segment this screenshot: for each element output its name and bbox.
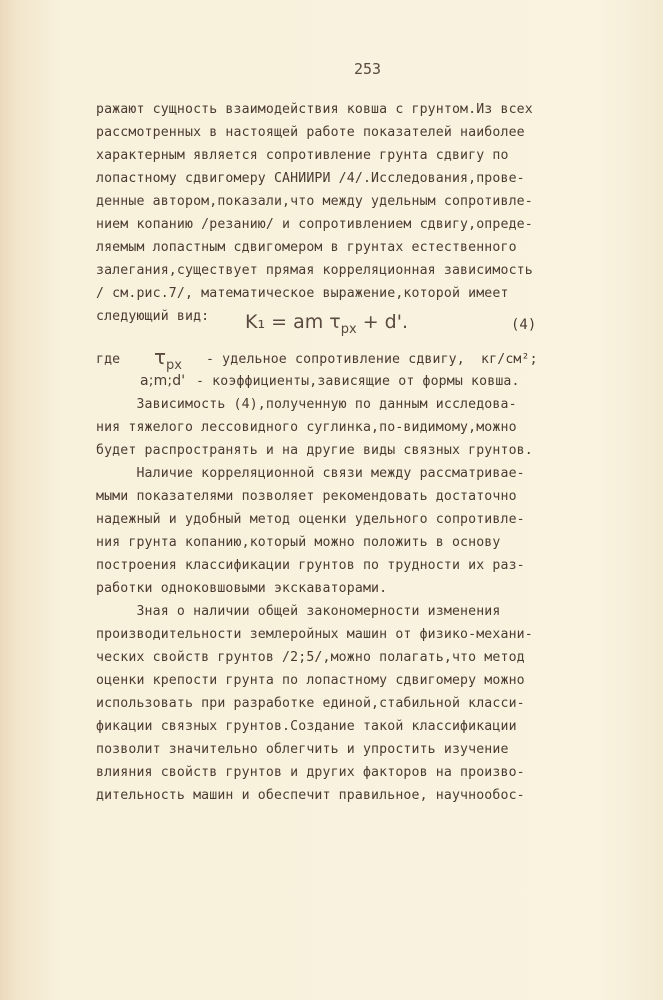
formula-right: + d'. — [356, 311, 409, 333]
formula-tau: τ — [329, 311, 341, 333]
text-line: работки одноковшовыми экскаваторами. — [96, 581, 388, 596]
text-line: залегания,существует прямая корреляционная зависимость — [96, 263, 533, 278]
text-line: производительности землеройных машин от физико-механи- — [96, 627, 533, 642]
text-line: Зависимость (4),полученную по данным исследова- — [96, 397, 517, 412]
text-line: / см.рис.7/, математическое выражение,которой имеет — [96, 286, 509, 301]
text-line: оценки крепости грунта по лопастному сдвигомеру можно — [96, 673, 525, 688]
text-line: денные автором,показали,что между удельным сопротивле- — [96, 194, 533, 209]
formula-4 — [245, 311, 408, 337]
text-line: ния грунта копанию,который можно положить в основу — [96, 535, 501, 550]
text-line: ния тяжелого лессовидного суглинка,по-видимому,можно — [96, 420, 517, 435]
where-definition-1: - удельное сопротивление сдвигу, кг/см²; — [206, 352, 538, 367]
where-definition-2: - коэффициенты,зависящие от формы ковша. — [196, 374, 520, 389]
text-line: Наличие корреляционной связи между рассматривае- — [96, 466, 525, 481]
text-line: ражают сущность взаимодействия ковша с грунтом.Из всех — [96, 102, 533, 117]
text-line: влияния свойств грунтов и других факторов на произво- — [96, 765, 525, 780]
text-line: использовать при разработке единой,стабильной класси- — [96, 696, 525, 711]
text-line: дительность машин и обеспечит правильное, научнообос- — [96, 788, 525, 803]
text-line: позволит значительно облегчить и упростить изучение — [96, 742, 509, 757]
formula-left: K₁ = am — [245, 311, 330, 333]
where-symbol-tau — [154, 345, 182, 373]
text-line: фикации связных грунтов.Создание такой классификации — [96, 719, 517, 734]
formula-subscript: px — [340, 321, 357, 337]
tau-symbol: τ — [154, 345, 167, 369]
text-line: характерным является сопротивление грунта сдвигу по — [96, 148, 509, 163]
text-line: нием копанию /резанию/ и сопротивлением сдвигу,опреде- — [96, 217, 533, 232]
where-label: где — [96, 352, 121, 367]
formula-number: (4) — [511, 317, 537, 333]
text-line: мыми показателями позволяет рекомендовать достаточно — [96, 489, 517, 504]
text-line: Зная о наличии общей закономерности изменения — [96, 604, 501, 619]
text-line: надежный и удобный метод оценки удельного сопротивле- — [96, 512, 525, 527]
text-line: рассмотренных в настоящей работе показателей наиболее — [96, 125, 525, 140]
text-line: ческих свойств грунтов /2;5/,можно полагать,что метод — [96, 650, 525, 665]
where-symbols-2: a;m;d' — [140, 373, 186, 389]
page-number: 253 — [354, 60, 382, 78]
tau-subscript: px — [166, 358, 182, 373]
text-line: ляемым лопастным сдвигомером в грунтах естественного — [96, 240, 517, 255]
text-line: следующий вид: — [96, 309, 210, 324]
text-line: построения классификации грунтов по трудности их раз- — [96, 558, 525, 573]
text-line: будет распространять и на другие виды связных грунтов. — [96, 443, 533, 458]
text-line: лопастному сдвигомеру САНИИРИ /4/.Исследования,прове- — [96, 171, 525, 186]
